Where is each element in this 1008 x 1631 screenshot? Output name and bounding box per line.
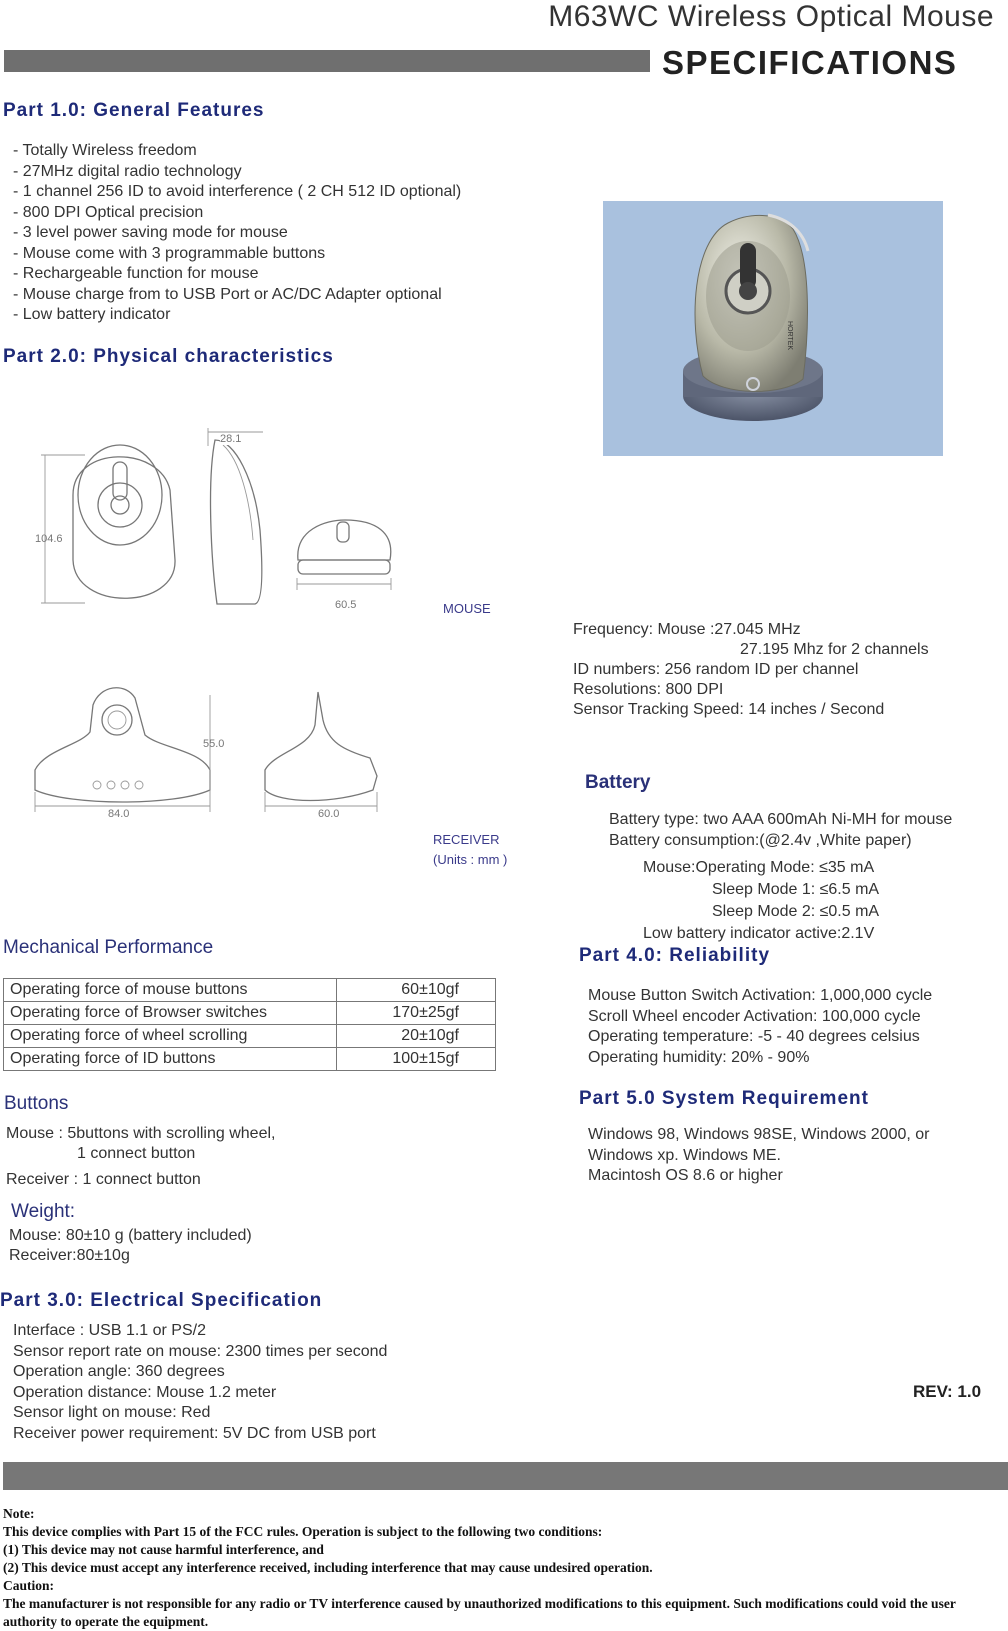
operating-mode-current: Mouse:Operating Mode: ≤35 mA (643, 859, 875, 876)
list-item: Sensor light on mouse: Red (13, 1404, 211, 1421)
specifications-title: SPECIFICATIONS (662, 44, 958, 81)
units-label: (Units : mm ) (433, 852, 508, 867)
mouse-weight: Mouse: 80±10 g (battery included) (9, 1227, 252, 1244)
mouse-front-view (297, 520, 391, 590)
general-features-list (13, 141, 461, 326)
table-row (4, 1025, 496, 1048)
note-label: Note: (3, 1506, 35, 1521)
list-item: - Mouse charge from to USB Port or AC/DC Adapter optional (13, 285, 442, 303)
list-item: Operation angle: 360 degrees (13, 1363, 225, 1380)
mechanical-heading: Mechanical Performance (3, 937, 214, 958)
table-row (4, 1048, 496, 1071)
list-item: Scroll Wheel encoder Activation: 100,000 cycle (588, 1007, 921, 1025)
list-item: - 3 level power saving mode for mouse (13, 224, 288, 241)
row-label: Operating force of wheel scrolling (4, 1025, 337, 1048)
weight-heading: Weight: (11, 1201, 76, 1222)
list-item: Windows xp. Windows ME. (588, 1146, 781, 1164)
part4-heading: Part 4.0: Reliability (579, 945, 771, 966)
reliability-list (588, 986, 932, 1068)
system-requirement-list (588, 1125, 929, 1187)
list-item: - 800 DPI Optical precision (13, 203, 204, 221)
list-item: - Low battery indicator (13, 306, 171, 323)
battery-heading: Battery (585, 772, 651, 793)
sleep-mode-2-current: Sleep Mode 2: ≤0.5 mA (712, 903, 880, 920)
list-item: Operation distance: Mouse 1.2 meter (13, 1383, 277, 1401)
battery-type: Battery type: two AAA 600mAh Ni-MH for mouse (609, 811, 953, 828)
mouse-buttons-line-2: 1 connect button (77, 1145, 196, 1162)
list-item: - Mouse come with 3 programmable buttons (13, 244, 326, 262)
list-item: Operating temperature: -5 - 40 degrees celsius (588, 1028, 920, 1045)
list-item: Windows 98, Windows 98SE, Windows 2000, or (588, 1126, 930, 1143)
list-item: Operating humidity: 20% - 90% (588, 1048, 810, 1066)
mouse-drawings (25, 420, 425, 635)
row-value: 170±25gf (337, 1002, 496, 1025)
receiver-drawing-label: RECEIVER (433, 832, 500, 847)
list-item: Receiver power requirement: 5V DC from USB port (13, 1424, 376, 1442)
brand-text: HORTEK (786, 321, 793, 351)
revision-label: REV: 1.0 (913, 1382, 982, 1401)
mouse-buttons-line: Mouse : 5buttons with scrolling wheel, (6, 1125, 276, 1142)
low-battery-voltage: Low battery indicator active:2.1V (643, 925, 875, 942)
note-line: (2) This device must accept any interference received, including interference that may cause undesired operation. (3, 1560, 653, 1575)
sleep-mode-1-current: Sleep Mode 1: ≤6.5 mA (712, 881, 880, 898)
dim-receiver-height: 55.0 (203, 738, 225, 750)
buttons-heading: Buttons (4, 1093, 69, 1114)
id-numbers-line: ID numbers: 256 random ID per channel (573, 661, 859, 678)
receiver-side-view (265, 692, 377, 812)
list-item: Interface : USB 1.1 or PS/2 (13, 1322, 206, 1339)
note-line: This device complies with Part 15 of the FCC rules. Operation is subject to the following two conditions: (3, 1524, 603, 1539)
dim-mouse-height: 28.1 (220, 433, 242, 445)
dim-receiver-depth: 60.0 (318, 808, 340, 820)
note-line: (1) This device may not cause harmful interference, and (3, 1542, 324, 1557)
part3-heading: Part 3.0: Electrical Specification (0, 1290, 323, 1311)
frequency-line: Frequency: Mouse :27.045 MHz (573, 621, 801, 638)
header-bar (4, 50, 650, 72)
battery-consumption: Battery consumption:(@2.4v ,White paper) (609, 832, 912, 849)
frequency-line-2: 27.195 Mhz for 2 channels (740, 641, 929, 658)
list-item: - 1 channel 256 ID to avoid interference ( 2 CH 512 ID optional) (13, 183, 462, 200)
electrical-spec-list (13, 1321, 387, 1444)
caution-text: The manufacturer is not responsible for any radio or TV interference caused by unauthorized modifications to this equipment. Such modifications could void the user authority to operate the equipment. (3, 1596, 956, 1629)
list-item: - Rechargeable function for mouse (13, 265, 259, 282)
row-value: 100±15gf (337, 1048, 496, 1071)
part1-heading: Part 1.0: General Features (3, 100, 265, 121)
mouse-top-view (41, 445, 175, 603)
product-title: M63WC Wireless Optical Mouse (548, 0, 994, 33)
mouse-side-view (208, 428, 263, 604)
mechanical-table (3, 978, 496, 1071)
receiver-weight: Receiver:80±10g (9, 1247, 130, 1264)
list-item: Mouse Button Switch Activation: 1,000,000 cycle (588, 987, 933, 1004)
list-item: - Totally Wireless freedom (13, 142, 197, 159)
dim-mouse-length: 104.6 (35, 533, 63, 545)
row-value: 20±10gf (337, 1025, 496, 1048)
mouse-drawing-label: MOUSE (443, 601, 491, 616)
product-photo (603, 201, 943, 456)
caution-label: Caution: (3, 1578, 55, 1593)
list-item: Macintosh OS 8.6 or higher (588, 1167, 783, 1184)
row-label: Operating force of Browser switches (4, 1002, 337, 1025)
receiver-front-view (35, 688, 210, 812)
footer-bar (3, 1462, 1008, 1490)
receiver-drawings (25, 680, 405, 835)
list-item: - 27MHz digital radio technology (13, 162, 242, 180)
row-label: Operating force of mouse buttons (4, 979, 337, 1002)
tracking-speed-line: Sensor Tracking Speed: 14 inches / Second (573, 701, 885, 718)
part5-heading: Part 5.0 System Requirement (579, 1088, 869, 1109)
fcc-note (3, 1505, 1003, 1631)
table-row (4, 1002, 496, 1025)
dim-receiver-width: 84.0 (108, 808, 130, 820)
list-item: Sensor report rate on mouse: 2300 times per second (13, 1342, 388, 1360)
table-row (4, 979, 496, 1002)
resolution-line: Resolutions: 800 DPI (573, 681, 724, 698)
row-value: 60±10gf (337, 979, 496, 1002)
receiver-buttons-line: Receiver : 1 connect button (6, 1171, 201, 1188)
dim-mouse-width: 60.5 (335, 599, 357, 611)
row-label: Operating force of ID buttons (4, 1048, 337, 1071)
part2-heading: Part 2.0: Physical characteristics (3, 346, 334, 367)
